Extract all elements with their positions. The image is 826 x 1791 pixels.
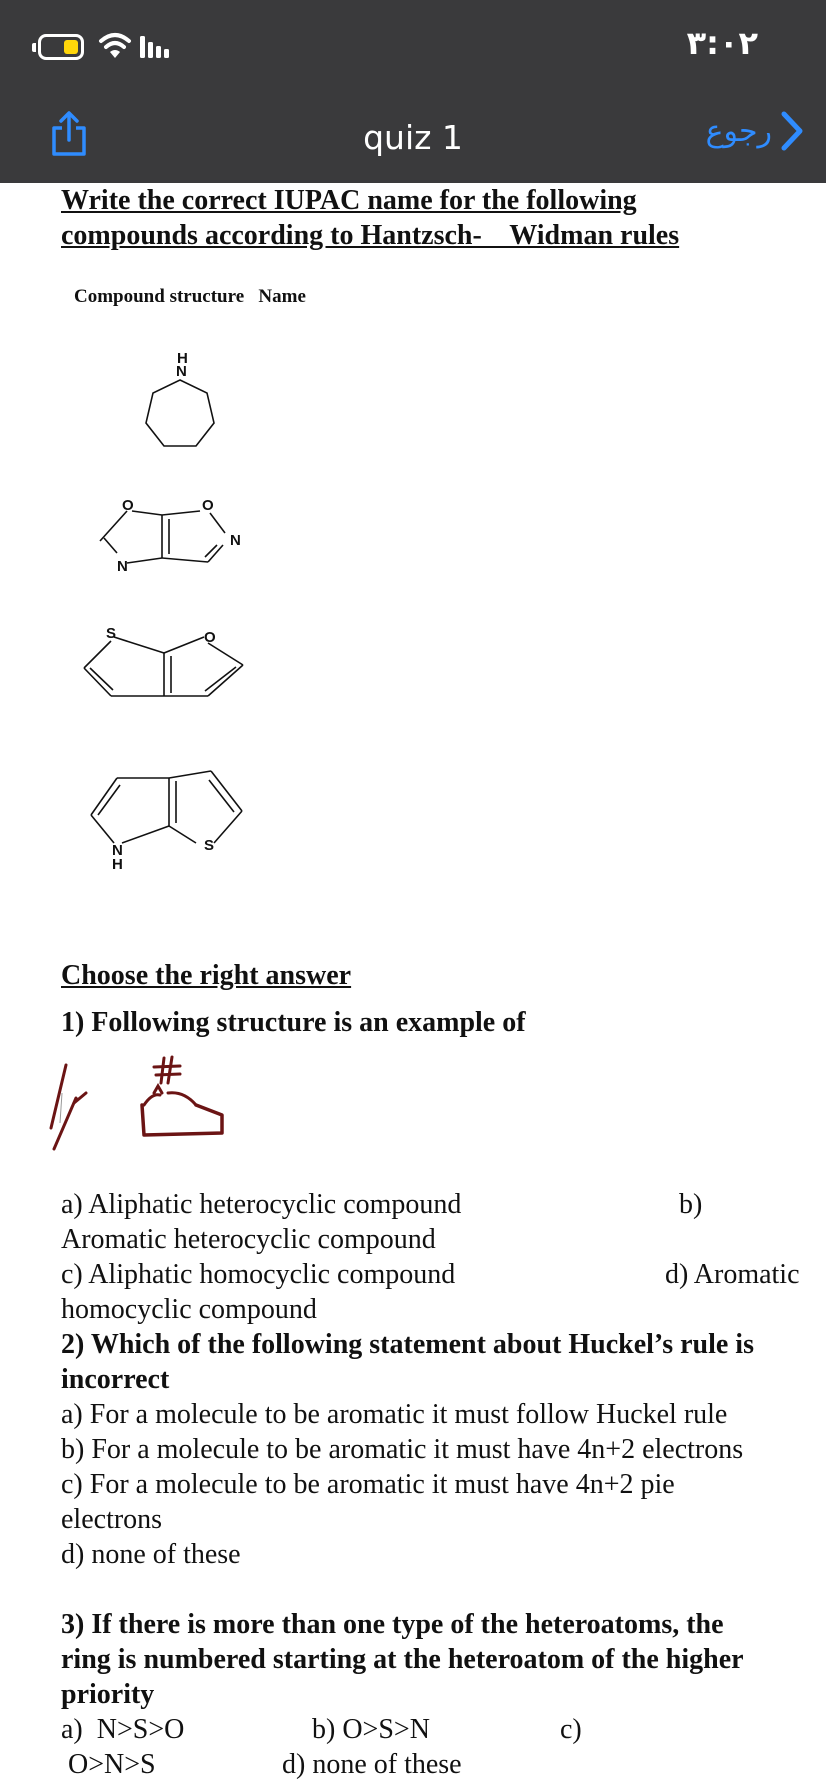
- svg-text:S: S: [204, 837, 215, 854]
- structure-thienopyrrole: [84, 768, 254, 878]
- q1-option-c[interactable]: c) Aliphatic homocyclic compound: [61, 1259, 456, 1290]
- q1-option-d-text[interactable]: homocyclic compound: [61, 1294, 317, 1325]
- q3-option-a[interactable]: a) N>S>O: [61, 1714, 185, 1745]
- q1-option-a[interactable]: a) Aliphatic heterocyclic compound: [61, 1189, 462, 1220]
- svg-text:N: N: [117, 558, 128, 575]
- signal-icon: [140, 36, 180, 58]
- structure-fused-oxazole: [90, 483, 260, 583]
- handwritten-annotation: [46, 1053, 236, 1153]
- q2-option-b[interactable]: b) For a molecule to be aromatic it must have 4n+2 electrons: [61, 1434, 744, 1465]
- svg-text:O: O: [202, 497, 214, 514]
- q1-option-d-label[interactable]: d) Aromatic: [665, 1259, 800, 1290]
- svg-text:N: N: [230, 532, 241, 549]
- back-button[interactable]: [706, 110, 804, 152]
- q2-option-c-cont[interactable]: electrons: [61, 1504, 163, 1535]
- q3-option-b[interactable]: b) O>S>N: [312, 1714, 430, 1745]
- q1-option-b-label[interactable]: b): [679, 1189, 703, 1220]
- q3-option-d[interactable]: d) none of these: [282, 1749, 462, 1780]
- battery-icon: [38, 34, 84, 60]
- question-1: 1) Following structure is an example of: [61, 1007, 526, 1038]
- atom-label: H: [177, 350, 188, 367]
- page-heading: Write the correct IUPAC name for the following compounds according to Hantzsch- Widman rules: [61, 185, 680, 251]
- q2-option-c[interactable]: c) For a molecule to be aromatic it must have 4n+2 pie: [61, 1469, 675, 1500]
- q2-option-a[interactable]: a) For a molecule to be aromatic it must follow Huckel rule: [61, 1399, 728, 1430]
- q2-option-d[interactable]: d) none of these: [61, 1539, 241, 1570]
- svg-text:H: H: [112, 856, 123, 873]
- structure-azepane: [130, 348, 230, 473]
- svg-text:N: N: [112, 842, 123, 859]
- q3-option-c-text[interactable]: O>N>S: [68, 1749, 156, 1780]
- q1-option-b-text[interactable]: Aromatic heterocyclic compound: [61, 1224, 436, 1255]
- svg-text:O: O: [122, 497, 134, 514]
- chevron-right-icon[interactable]: [780, 110, 804, 152]
- top-bar: [0, 0, 826, 183]
- svg-text:O: O: [204, 629, 216, 646]
- status-time: ٣:٠٢: [686, 24, 758, 62]
- structure-thienofuran: [78, 623, 258, 723]
- section-title: Choose the right answer: [61, 960, 352, 991]
- nav-title: quiz 1: [363, 118, 463, 157]
- atom-label: N: [176, 363, 187, 380]
- question-2: 2) Which of the following statement about Huckel’s rule is incorrect: [61, 1329, 754, 1395]
- back-label[interactable]: رجوع: [705, 113, 772, 149]
- question-3: 3) If there is more than one type of the heteroatoms, the ring is numbered starting at the heteroatom of the higher priority: [61, 1609, 744, 1710]
- status-bar: [0, 0, 826, 100]
- svg-text:S: S: [106, 625, 117, 642]
- wifi-icon: [98, 30, 132, 60]
- q3-option-c-label[interactable]: c): [560, 1714, 582, 1745]
- column-headers: Compound structure Name: [74, 286, 306, 307]
- nav-bar: [0, 100, 826, 183]
